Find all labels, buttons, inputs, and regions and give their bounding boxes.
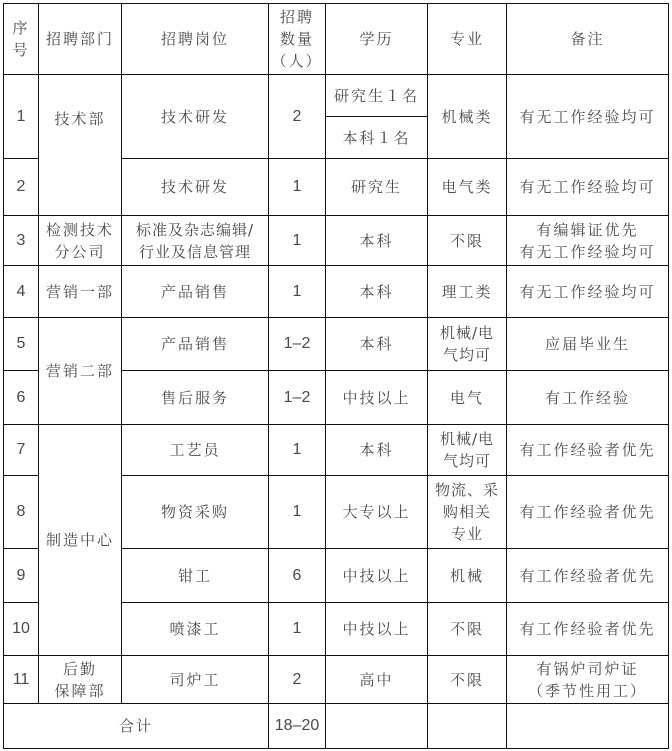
cell-position: 物资采购 xyxy=(122,476,269,549)
header-seq-line: 号 xyxy=(12,41,30,59)
cell-position: 司炉工 xyxy=(122,656,269,704)
cell-major: 理工类 xyxy=(428,266,507,318)
cell-major xyxy=(428,318,507,371)
cell-education: 研究生１名 xyxy=(326,75,428,117)
dept-line: 检测技术 xyxy=(45,220,114,239)
dept-line: 后勤 xyxy=(62,659,97,678)
dept-line: 分公司 xyxy=(54,242,106,261)
cell-remarks xyxy=(507,216,669,266)
cell-count: 1 xyxy=(269,159,326,216)
cell-seq: 10 xyxy=(4,603,39,656)
cell-education: 中技以上 xyxy=(326,371,428,425)
cell-remarks: 有工作经验者优先 xyxy=(507,425,669,476)
table-row xyxy=(4,318,669,371)
cell-major: 机械 xyxy=(428,549,507,603)
cell-education: 本科 xyxy=(326,216,428,266)
cell-seq: 1 xyxy=(4,75,39,159)
header-row xyxy=(4,4,669,75)
cell-education: 本科１名 xyxy=(326,117,428,159)
header-remarks: 备注 xyxy=(507,4,669,75)
cell-major: 不限 xyxy=(428,656,507,704)
remarks-line: 有编辑证优先 xyxy=(536,220,639,239)
major-line: 专业 xyxy=(450,525,483,543)
cell-count: 1–2 xyxy=(269,318,326,371)
cell-dept-sales1: 营销一部 xyxy=(39,266,122,318)
cell-remarks: 有工作经验者优先 xyxy=(507,603,669,656)
cell-seq: 6 xyxy=(4,371,39,425)
cell-position: 产品销售 xyxy=(122,318,269,371)
header-count-line: 招聘 xyxy=(279,8,314,26)
total-major-empty xyxy=(428,704,507,749)
total-row xyxy=(4,704,669,749)
cell-position: 售后服务 xyxy=(122,371,269,425)
cell-position: 技术研发 xyxy=(122,75,269,159)
total-count: 18–20 xyxy=(269,704,326,749)
remarks-line: 有无工作经验均可 xyxy=(519,242,656,261)
cell-education: 本科 xyxy=(326,318,428,371)
cell-dept-sales2: 营销二部 xyxy=(39,318,122,425)
cell-dept-manufacturing: 制造中心 xyxy=(39,425,122,656)
major-line: 物流、采 xyxy=(434,481,499,499)
cell-seq: 11 xyxy=(4,656,39,704)
cell-remarks: 有工作经验者优先 xyxy=(507,549,669,603)
total-label: 合计 xyxy=(4,704,269,749)
cell-education: 中技以上 xyxy=(326,603,428,656)
cell-remarks: 有工作经验者优先 xyxy=(507,476,669,549)
cell-remarks: 有无工作经验均可 xyxy=(507,159,669,216)
cell-position: 技术研发 xyxy=(122,159,269,216)
dept-line: 保障部 xyxy=(54,681,106,700)
cell-seq: 2 xyxy=(4,159,39,216)
cell-count: 1–2 xyxy=(269,371,326,425)
cell-seq: 3 xyxy=(4,216,39,266)
cell-education: 本科 xyxy=(326,425,428,476)
cell-count: 6 xyxy=(269,549,326,603)
position-line: 标准及杂志编辑/ xyxy=(135,220,255,239)
cell-remarks: 有工作经验 xyxy=(507,371,669,425)
cell-count: 2 xyxy=(269,656,326,704)
cell-remarks: 应届毕业生 xyxy=(507,318,669,371)
table-row xyxy=(4,75,669,117)
cell-count: 1 xyxy=(269,266,326,318)
cell-education: 研究生 xyxy=(326,159,428,216)
total-education-empty xyxy=(326,704,428,749)
header-education: 学历 xyxy=(326,4,428,75)
cell-seq: 4 xyxy=(4,266,39,318)
cell-remarks xyxy=(507,656,669,704)
position-line: 行业及信息管理 xyxy=(138,242,251,261)
cell-count: 1 xyxy=(269,603,326,656)
cell-position: 喷漆工 xyxy=(122,603,269,656)
cell-position: 钳工 xyxy=(122,549,269,603)
cell-major: 机械类 xyxy=(428,75,507,159)
header-count xyxy=(269,4,326,75)
cell-major: 不限 xyxy=(428,216,507,266)
cell-seq: 9 xyxy=(4,549,39,603)
header-seq-line: 序 xyxy=(12,19,30,37)
cell-position: 工艺员 xyxy=(122,425,269,476)
cell-dept-tech: 技术部 xyxy=(39,75,122,216)
header-major: 专业 xyxy=(428,4,507,75)
cell-major: 不限 xyxy=(428,603,507,656)
header-count-line: （人） xyxy=(271,52,323,70)
total-remarks-empty xyxy=(507,704,669,749)
table-row xyxy=(4,266,669,318)
major-line: 机械/电 xyxy=(439,430,495,448)
table-row xyxy=(4,656,669,704)
major-line: 气均可 xyxy=(442,452,491,470)
cell-seq: 5 xyxy=(4,318,39,371)
cell-major: 电气类 xyxy=(428,159,507,216)
header-seq xyxy=(4,4,39,75)
cell-count: 2 xyxy=(269,75,326,159)
cell-position: 产品销售 xyxy=(122,266,269,318)
table-row xyxy=(4,425,669,476)
cell-count: 1 xyxy=(269,425,326,476)
cell-remarks: 有无工作经验均可 xyxy=(507,75,669,159)
header-count-line: 数量 xyxy=(279,30,314,48)
remarks-line: 有锅炉司炉证 xyxy=(536,659,639,678)
cell-seq: 7 xyxy=(4,425,39,476)
cell-major xyxy=(428,476,507,549)
cell-major xyxy=(428,425,507,476)
cell-count: 1 xyxy=(269,216,326,266)
cell-remarks: 有无工作经验均可 xyxy=(507,266,669,318)
cell-count: 1 xyxy=(269,476,326,549)
cell-education: 高中 xyxy=(326,656,428,704)
major-line: 购相关 xyxy=(442,503,491,521)
major-line: 气均可 xyxy=(442,346,491,364)
header-position: 招聘岗位 xyxy=(122,4,269,75)
cell-seq: 8 xyxy=(4,476,39,549)
table-row xyxy=(4,216,669,266)
cell-education: 本科 xyxy=(326,266,428,318)
cell-education: 大专以上 xyxy=(326,476,428,549)
cell-dept-logistics xyxy=(39,656,122,704)
major-line: 机械/电 xyxy=(439,324,495,342)
cell-dept-testing xyxy=(39,216,122,266)
cell-education: 中技以上 xyxy=(326,549,428,603)
header-dept: 招聘部门 xyxy=(39,4,122,75)
cell-position xyxy=(122,216,269,266)
recruitment-table xyxy=(3,3,669,749)
remarks-line: （季节性用工） xyxy=(527,681,647,700)
cell-major: 电气 xyxy=(428,371,507,425)
